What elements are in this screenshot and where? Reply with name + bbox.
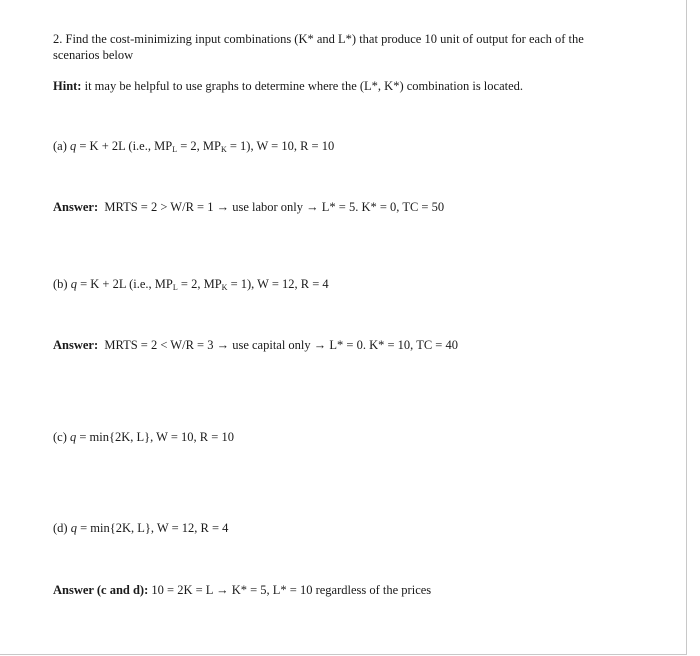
part-b-prefix: (b): [53, 277, 71, 291]
part-b-q-var: q: [70, 277, 77, 291]
part-b-answer-label: Answer:: [53, 338, 99, 352]
part-a-sub-l: L: [172, 145, 178, 154]
part-a-text-2: = 2, MP: [177, 139, 221, 153]
part-b-sub-k: K: [221, 283, 228, 292]
part-b-text-2: = 2, MP: [177, 277, 222, 291]
hint-line: [53, 78, 523, 94]
part-b-sub-l: L: [172, 283, 178, 292]
part-a-q-var: q: [70, 139, 77, 153]
part-b-text-3: = 1), W = 12, R = 4: [227, 277, 329, 291]
part-a-text-3: = 1), W = 10, R = 10: [226, 139, 335, 153]
part-cd-answer-label: Answer (c and d):: [53, 583, 149, 597]
part-a-sub-k: K: [220, 145, 227, 154]
part-a-prefix: (a): [53, 139, 70, 153]
hint-text: it may be helpful to use graphs to determine where the (L*, K*) combination is located.: [81, 79, 524, 93]
part-c-q-var: q: [70, 430, 77, 444]
part-c-text: = min{2K, L}, W = 10, R = 10: [76, 430, 234, 444]
part-b-answer-text: MRTS = 2 < W/R = 3 → use capital only → L* = 0. K* = 10, TC = 40: [98, 338, 458, 352]
hint-label: Hint:: [53, 79, 82, 93]
part-c-prefix: (c): [53, 430, 70, 444]
part-d-question: [53, 520, 228, 536]
part-a-question: [53, 138, 334, 158]
part-cd-answer-text: 10 = 2K = L → K* = 5, L* = 10 regardless of the prices: [148, 583, 432, 597]
part-a-answer: [53, 199, 444, 215]
part-a-answer-label: Answer:: [53, 200, 99, 214]
part-d-text: = min{2K, L}, W = 12, R = 4: [76, 521, 229, 535]
part-b-question: [53, 276, 329, 296]
part-b-text-1: = K + 2L (i.e., MP: [76, 277, 173, 291]
part-a-answer-text: MRTS = 2 > W/R = 1 → use labor only → L* = 5. K* = 0, TC = 50: [98, 200, 445, 214]
question-title: 2. Find the cost-minimizing input combinations (K* and L*) that produce 10 unit of output for each of the scenarios below: [53, 32, 584, 62]
part-cd-answer: [53, 582, 431, 598]
part-c-question: [53, 429, 234, 445]
part-d-prefix: (d): [53, 521, 71, 535]
part-b-answer: [53, 337, 458, 353]
part-d-q-var: q: [70, 521, 77, 535]
part-a-text-1: = K + 2L (i.e., MP: [76, 139, 173, 153]
